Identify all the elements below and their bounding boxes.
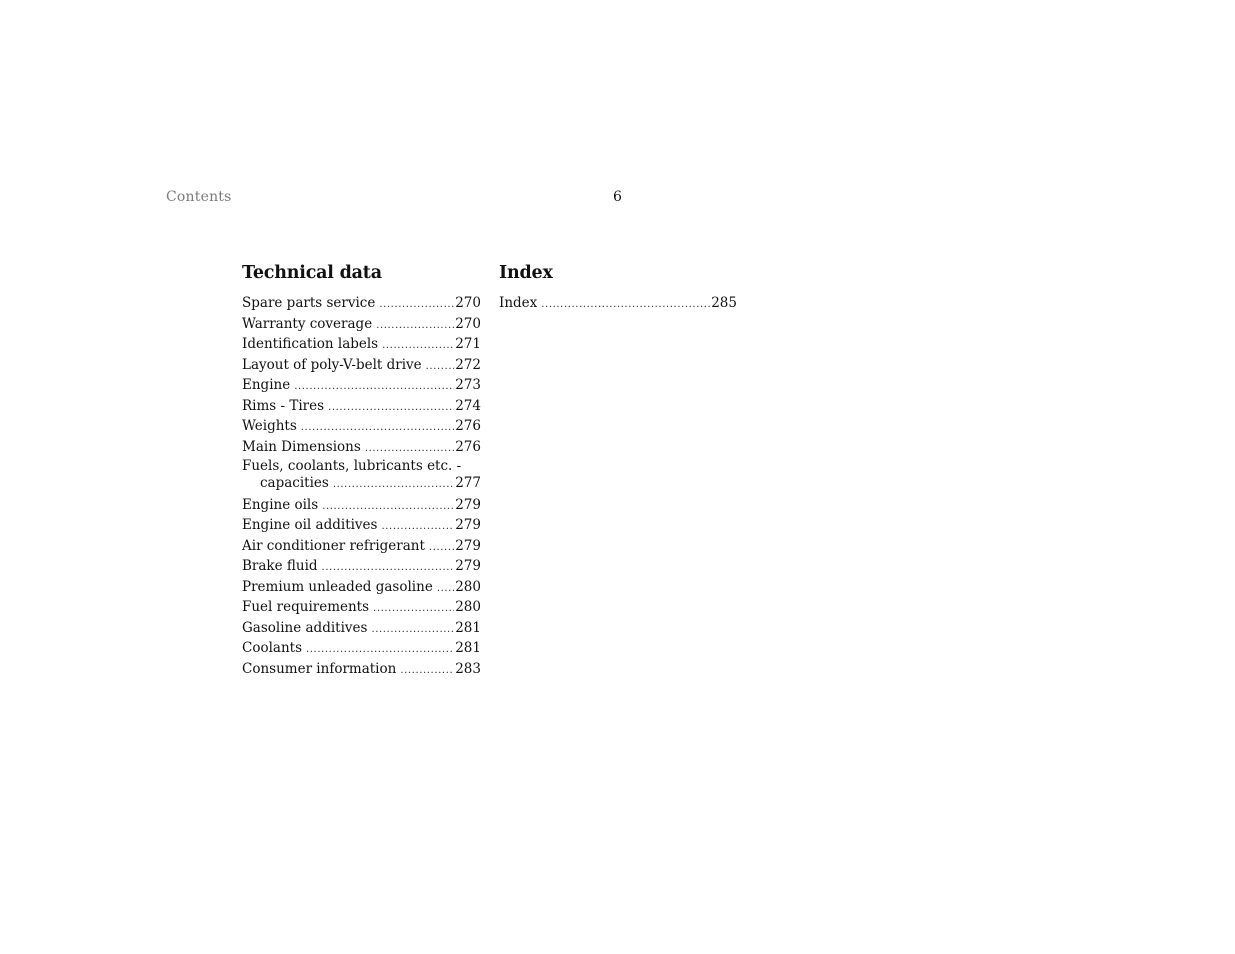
toc-entry-title: Air conditioner refrigerant	[242, 537, 425, 554]
toc-entry[interactable]	[242, 438, 481, 459]
toc-entry[interactable]	[242, 496, 481, 517]
toc-entry[interactable]	[242, 294, 481, 315]
toc-entry[interactable]	[242, 335, 481, 356]
toc-entry[interactable]	[242, 598, 481, 619]
toc-entry[interactable]	[242, 397, 481, 418]
toc-entry-page: 279	[455, 496, 481, 513]
toc-entry-page: 280	[455, 578, 481, 595]
toc-entry-title: Main Dimensions	[242, 438, 361, 455]
toc-entry[interactable]	[242, 376, 481, 397]
page-number: 6	[613, 189, 622, 205]
leader-dots	[365, 439, 454, 459]
leader-dots	[429, 538, 454, 558]
index-title: Index	[499, 263, 553, 283]
index-section	[499, 262, 737, 315]
toc-entry-title: Brake fluid	[242, 558, 318, 574]
toc-entry-page: 277	[455, 475, 481, 491]
toc-entry-page: 273	[455, 377, 481, 393]
toc-entry-page: 270	[455, 315, 481, 332]
toc-entry-title: Consumer information	[242, 660, 397, 677]
leader-dots	[328, 398, 454, 418]
toc-entry[interactable]	[242, 356, 481, 377]
leader-dots	[376, 316, 454, 336]
toc-entry-page: 271	[455, 336, 481, 352]
toc-entry-page: 270	[455, 295, 481, 311]
toc-entry-page: 283	[455, 660, 481, 677]
leader-dots	[301, 418, 454, 438]
toc-entry[interactable]	[242, 639, 481, 660]
leader-dots	[306, 640, 454, 660]
toc-entry-page: 280	[455, 599, 481, 615]
toc-entry[interactable]	[242, 537, 481, 558]
index-list	[499, 294, 737, 315]
technical-data-list	[242, 294, 481, 680]
toc-entry-page: 279	[455, 558, 481, 574]
toc-entry[interactable]	[499, 294, 737, 315]
toc-entry-title: Spare parts service	[242, 295, 376, 311]
toc-entry-title: Fuel requirements	[242, 599, 370, 615]
toc-entry-page: 285	[711, 295, 737, 311]
toc-entry[interactable]	[242, 417, 481, 438]
toc-entry-title-continued: capacities	[260, 475, 329, 491]
toc-entry-page: 274	[455, 397, 481, 414]
toc-entry-title: Fuels, coolants, lubricants etc. -	[242, 458, 462, 474]
toc-entry-page: 279	[455, 537, 481, 554]
leader-dots	[322, 497, 454, 517]
toc-entry-title: Identification labels	[242, 336, 379, 352]
toc-entry[interactable]	[242, 619, 481, 640]
toc-entry-title: Warranty coverage	[242, 315, 373, 332]
technical-data-title: Technical data	[242, 263, 382, 283]
toc-entry-title: Engine oil additives	[242, 517, 378, 533]
leader-dots	[426, 357, 455, 377]
toc-entry[interactable]	[242, 516, 481, 537]
toc-entry-title: Rims - Tires	[242, 397, 325, 414]
toc-entry-page: 279	[455, 517, 481, 533]
toc-entry-title: Engine	[242, 377, 291, 393]
leader-dots	[381, 517, 454, 537]
leader-dots	[379, 295, 454, 315]
toc-entry-page: 281	[455, 619, 481, 636]
toc-entry-page: 276	[455, 438, 481, 455]
toc-entry-title: Premium unleaded gasoline	[242, 578, 433, 595]
toc-entry[interactable]	[242, 315, 481, 336]
leader-dots	[437, 579, 454, 599]
toc-entry-page: 281	[455, 640, 481, 656]
toc-entry-title: Weights	[242, 418, 297, 434]
toc-entry-title: Index	[499, 295, 538, 311]
leader-dots	[371, 620, 454, 640]
toc-entry-page: 276	[455, 418, 481, 434]
toc-entry-page: 272	[455, 356, 481, 373]
technical-data-section	[242, 262, 481, 680]
running-head: Contents	[166, 189, 232, 205]
toc-entry-title: Engine oils	[242, 496, 319, 513]
leader-dots	[322, 558, 455, 578]
toc-entry-title: Gasoline additives	[242, 619, 368, 636]
toc-entry[interactable]	[242, 660, 481, 681]
leader-dots	[294, 377, 454, 397]
toc-entry[interactable]	[242, 578, 481, 599]
toc-entry-title: Layout of poly-V-belt drive	[242, 356, 422, 373]
leader-dots	[373, 599, 454, 619]
leader-dots	[541, 295, 710, 315]
toc-entry[interactable]	[242, 557, 481, 578]
leader-dots	[382, 336, 454, 356]
toc-entry[interactable]	[242, 458, 481, 493]
toc-entry-title: Coolants	[242, 640, 302, 656]
leader-dots	[400, 661, 454, 681]
leader-dots	[333, 476, 454, 493]
